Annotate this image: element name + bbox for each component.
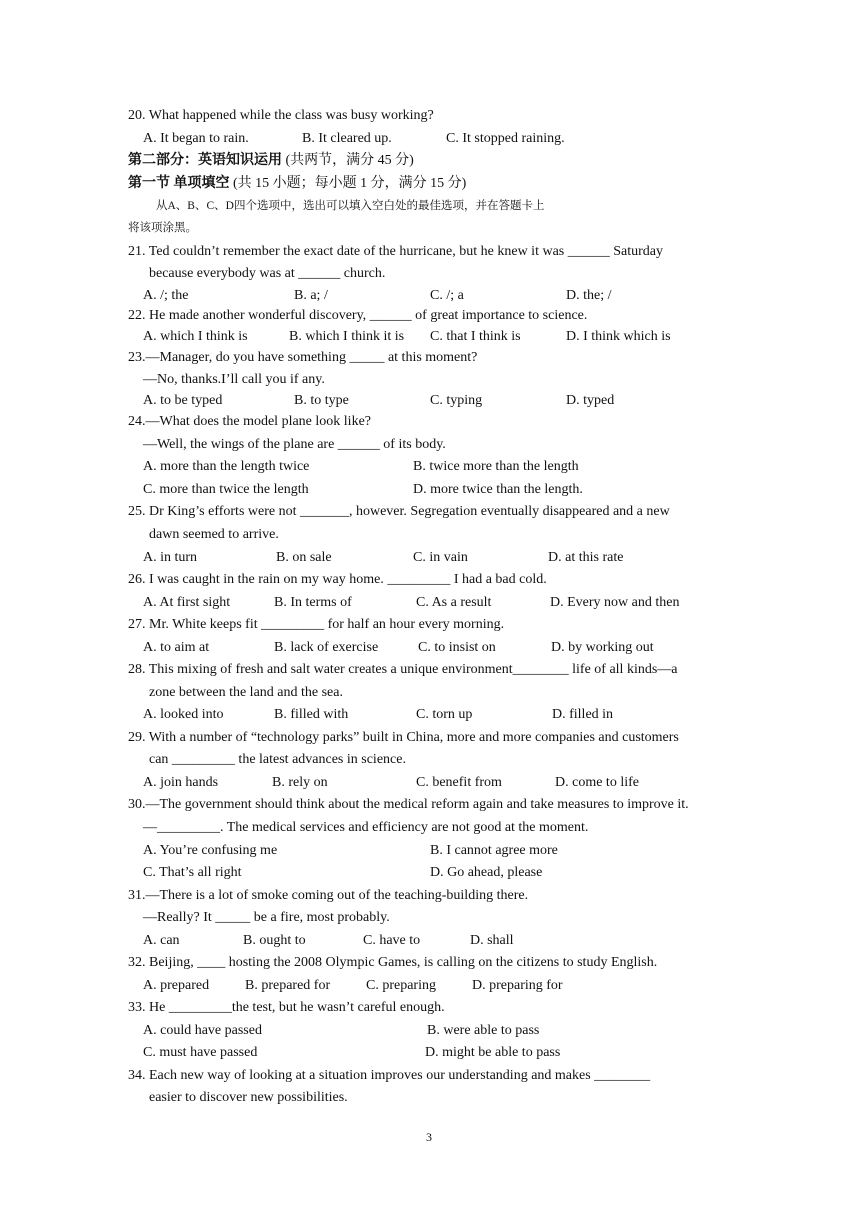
q23-stem-line2: —No, thanks.I’ll call you if any. xyxy=(143,372,325,387)
q21-option-d: D. the; / xyxy=(566,288,612,303)
q20-option-b: B. It cleared up. xyxy=(302,131,392,146)
q30-option-a: A. You’re confusing me xyxy=(143,843,278,858)
q25-option-b: B. on sale xyxy=(276,550,332,565)
q27-option-a: A. to aim at xyxy=(143,640,210,655)
q26-option-c: C. As a result xyxy=(416,595,492,610)
page-number: 3 xyxy=(426,1130,432,1144)
q29-option-c: C. benefit from xyxy=(416,775,502,790)
q30-stem-line2: —_________. The medical services and efficiency are not good at the moment. xyxy=(143,820,589,835)
q23-option-a: A. to be typed xyxy=(143,393,223,408)
q23-option-b: B. to type xyxy=(294,393,349,408)
q26-option-a: A. At first sight xyxy=(143,595,231,610)
q34-stem-line1: 34. Each new way of looking at a situation improves our understanding and makes ________ xyxy=(128,1068,651,1083)
q24-stem-line2: —Well, the wings of the plane are ______ of its body. xyxy=(143,437,446,452)
q32-option-d: D. preparing for xyxy=(472,978,563,993)
q22-option-c: C. that I think is xyxy=(430,329,521,344)
section1-instruction-line2: 将该项涂黑。 xyxy=(128,222,197,234)
q33-option-c: C. must have passed xyxy=(143,1045,258,1060)
q32-option-a: A. prepared xyxy=(143,978,210,993)
q29-option-a: A. join hands xyxy=(143,775,219,790)
q32-option-b: B. prepared for xyxy=(245,978,331,993)
q22-option-b: B. which I think it is xyxy=(289,329,405,344)
q28-stem-line1: 28. This mixing of fresh and salt water creates a unique environment________ life of all kinds—a xyxy=(128,662,678,677)
q22-option-d: D. I think which is xyxy=(566,329,671,344)
q28-option-a: A. looked into xyxy=(143,707,224,722)
q21-option-c: C. /; a xyxy=(430,288,464,303)
q23-stem-line1: 23.—Manager, do you have something _____ at this moment? xyxy=(128,350,478,365)
q25-option-c: C. in vain xyxy=(413,550,468,565)
q33-option-b: B. were able to pass xyxy=(427,1023,540,1038)
q22-option-a: A. which I think is xyxy=(143,329,248,344)
q31-option-d: D. shall xyxy=(470,933,514,948)
q25-stem-line2: dawn seemed to arrive. xyxy=(149,527,279,542)
section1-note: (共 15 小题；每小题 1 分，满分 15 分) xyxy=(229,176,467,191)
q27-option-d: D. by working out xyxy=(551,640,654,655)
q31-stem-line1: 31.—There is a lot of smoke coming out of the teaching-building there. xyxy=(128,888,529,903)
section1-instruction-line1: 从A、B、C、D四个选项中，选出可以填入空白处的最佳选项，并在答题卡上 xyxy=(156,200,545,212)
q29-option-b: B. rely on xyxy=(272,775,328,790)
q25-stem-line1: 25. Dr King’s efforts were not _______, however. Segregation eventually disappeared and a new xyxy=(128,504,670,519)
q20-option-c: C. It stopped raining. xyxy=(446,131,565,146)
part2-title: 第二部分：英语知识运用 xyxy=(128,153,282,168)
q33-option-a: A. could have passed xyxy=(143,1023,262,1038)
part2-heading xyxy=(128,152,414,170)
q32-stem: 32. Beijing, ____ hosting the 2008 Olympic Games, is calling on the citizens to study English. xyxy=(128,955,658,970)
q34-stem-line2: easier to discover new possibilities. xyxy=(149,1090,348,1105)
q30-option-d: D. Go ahead, please xyxy=(430,865,543,880)
q21-option-a: A. /; the xyxy=(143,288,189,303)
q21-stem-line1: 21. Ted couldn’t remember the exact date of the hurricane, but he knew it was ______ Saturday xyxy=(128,244,664,259)
q33-option-d: D. might be able to pass xyxy=(425,1045,561,1060)
q30-option-c: C. That’s all right xyxy=(143,865,242,880)
q23-option-c: C. typing xyxy=(430,393,483,408)
q24-option-d: D. more twice than the length. xyxy=(413,482,583,497)
q29-stem-line2: can _________ the latest advances in science. xyxy=(149,752,406,767)
q22-stem: 22. He made another wonderful discovery, ______ of great importance to science. xyxy=(128,308,588,323)
q32-option-c: C. preparing xyxy=(366,978,436,993)
q33-stem: 33. He _________the test, but he wasn’t careful enough. xyxy=(128,1000,445,1015)
q24-stem-line1: 24.—What does the model plane look like? xyxy=(128,414,371,429)
q21-option-b: B. a; / xyxy=(294,288,328,303)
q30-option-b: B. I cannot agree more xyxy=(430,843,558,858)
section1-heading xyxy=(128,175,466,193)
q29-option-d: D. come to life xyxy=(555,775,639,790)
q31-stem-line2: —Really? It _____ be a fire, most probably. xyxy=(143,910,390,925)
q25-option-d: D. at this rate xyxy=(548,550,624,565)
q24-option-c: C. more than twice the length xyxy=(143,482,309,497)
q24-option-a: A. more than the length twice xyxy=(143,459,310,474)
q25-option-a: A. in turn xyxy=(143,550,198,565)
q20-stem: 20. What happened while the class was busy working? xyxy=(128,108,434,123)
q21-stem-line2: because everybody was at ______ church. xyxy=(149,266,386,281)
q27-stem: 27. Mr. White keeps fit _________ for half an hour every morning. xyxy=(128,617,505,632)
q27-option-c: C. to insist on xyxy=(418,640,496,655)
q26-option-b: B. In terms of xyxy=(274,595,352,610)
part2-note: (共两节，满分 45 分) xyxy=(282,153,414,168)
q29-stem-line1: 29. With a number of “technology parks” built in China, more and more companies and customers xyxy=(128,730,679,745)
q23-option-d: D. typed xyxy=(566,393,615,408)
q26-option-d: D. Every now and then xyxy=(550,595,680,610)
section1-title: 第一节 单项填空 xyxy=(128,176,230,191)
q28-option-b: B. filled with xyxy=(274,707,349,722)
q26-stem: 26. I was caught in the rain on my way home. _________ I had a bad cold. xyxy=(128,572,547,587)
q31-option-c: C. have to xyxy=(363,933,421,948)
q28-option-c: C. torn up xyxy=(416,707,473,722)
q27-option-b: B. lack of exercise xyxy=(274,640,379,655)
q28-option-d: D. filled in xyxy=(552,707,614,722)
q24-option-b: B. twice more than the length xyxy=(413,459,579,474)
q31-option-b: B. ought to xyxy=(243,933,306,948)
q31-option-a: A. can xyxy=(143,933,180,948)
q30-stem-line1: 30.—The government should think about the medical reform again and take measures to improve it. xyxy=(128,797,689,812)
q28-stem-line2: zone between the land and the sea. xyxy=(149,685,343,700)
q20-option-a: A. It began to rain. xyxy=(143,131,249,146)
